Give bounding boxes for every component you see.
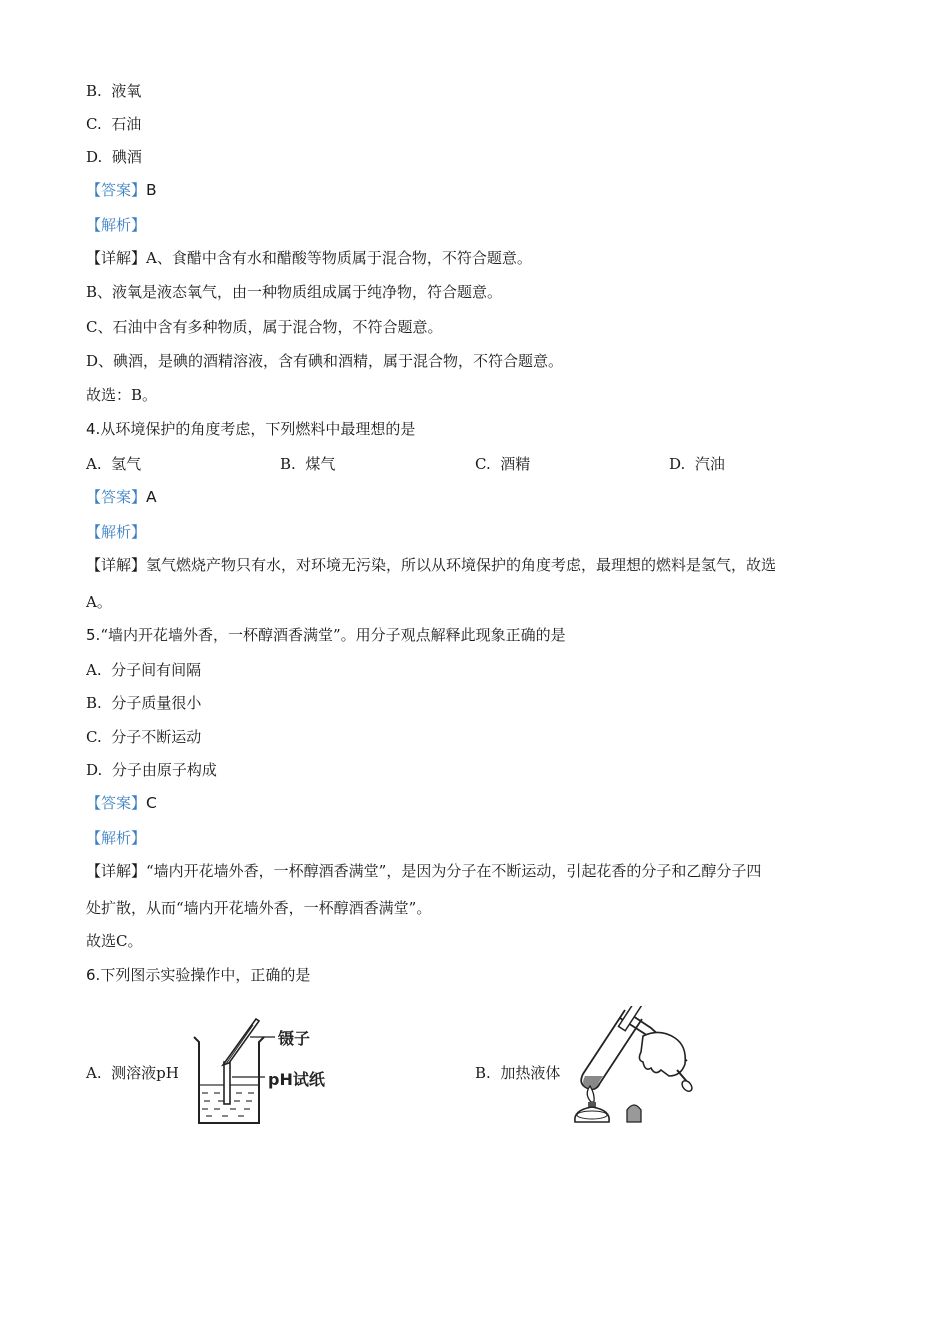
ph-paper-label: pH试纸 xyxy=(268,1070,325,1089)
q6-option-b: B. 加热液体 xyxy=(475,1064,561,1082)
q4-option-b: B. 煤气 xyxy=(280,455,336,473)
q3-option-c: C. 石油 xyxy=(86,115,142,133)
answer-value: C xyxy=(146,794,157,812)
q3-detail-line-4: D、碘酒，是碘的酒精溶液，含有碘和酒精，属于混合物，不符合题意。 xyxy=(86,352,564,370)
q3-detail-line-3: C、石油中含有多种物质，属于混合物，不符合题意。 xyxy=(86,318,443,336)
q3-conclusion: 故选：B。 xyxy=(86,386,158,404)
answer-label: 【答案】 xyxy=(86,181,147,199)
q5-option-c: C. 分子不断运动 xyxy=(86,728,202,746)
q6-stem: 6.下列图示实验操作中，正确的是 xyxy=(86,966,311,984)
q5-option-d: D. 分子由原子构成 xyxy=(86,761,217,779)
heating-liquid-figure xyxy=(565,1006,700,1128)
q5-conclusion: 故选C。 xyxy=(86,932,143,950)
alcohol-lamp xyxy=(575,1107,609,1122)
answer-label: 【答案】 xyxy=(86,794,147,812)
hand xyxy=(639,1032,685,1076)
q4-option-c: C. 酒精 xyxy=(475,455,531,473)
q5-option-a: A. 分子间有间隔 xyxy=(86,661,202,679)
q5-answer xyxy=(86,793,157,813)
lamp-cap xyxy=(627,1105,641,1122)
q3-option-b: B. 液氧 xyxy=(86,82,142,100)
holder-handle-end xyxy=(680,1079,694,1093)
q6-option-a: A. 测溶液pH xyxy=(86,1064,179,1082)
answer-value: A xyxy=(146,488,157,506)
q4-option-d: D. 汽油 xyxy=(669,455,725,473)
ph-test-figure xyxy=(190,1015,340,1127)
q5-analysis-label: 【解析】 xyxy=(86,829,147,847)
q3-detail-line-2: B、液氧是液态氧气，由一种物质组成属于纯净物，符合题意。 xyxy=(86,283,503,301)
q5-detail-line-2: 处扩散，从而“墙内开花墙外香，一杯醇酒香满堂”。 xyxy=(86,899,432,917)
answer-value: B xyxy=(146,181,157,199)
q3-analysis-label: 【解析】 xyxy=(86,216,147,234)
q5-stem: 5.“墙内开花墙外香，一杯醇酒香满堂”。用分子观点解释此现象正确的是 xyxy=(86,626,566,644)
ph-paper xyxy=(224,1062,230,1104)
q3-option-d: D. 碘酒 xyxy=(86,148,142,166)
q4-answer xyxy=(86,487,157,507)
q5-detail-line-1: 【详解】“墙内开花墙外香，一杯醇酒香满堂”，是因为分子在不断运动，引起花香的分子和乙醇分子四 xyxy=(86,862,762,880)
tweezers-gap xyxy=(226,1025,253,1064)
q4-detail-line-2: A。 xyxy=(86,593,112,611)
q4-stem: 4.从环境保护的角度考虑，下列燃料中最理想的是 xyxy=(86,420,416,438)
q4-detail-line-1: 【详解】氢气燃烧产物只有水，对环境无污染，所以从环境保护的角度考虑，最理想的燃料是氢气，故选 xyxy=(86,556,777,574)
answer-label: 【答案】 xyxy=(86,488,147,506)
q4-option-a: A. 氢气 xyxy=(86,455,142,473)
tweezers-label: 镊子 xyxy=(278,1029,311,1048)
q5-option-b: B. 分子质量很小 xyxy=(86,694,202,712)
q4-analysis-label: 【解析】 xyxy=(86,523,147,541)
q3-answer xyxy=(86,180,157,200)
q3-detail-line-1: 【详解】A、食醋中含有水和醋酸等物质属于混合物，不符合题意。 xyxy=(86,249,532,267)
